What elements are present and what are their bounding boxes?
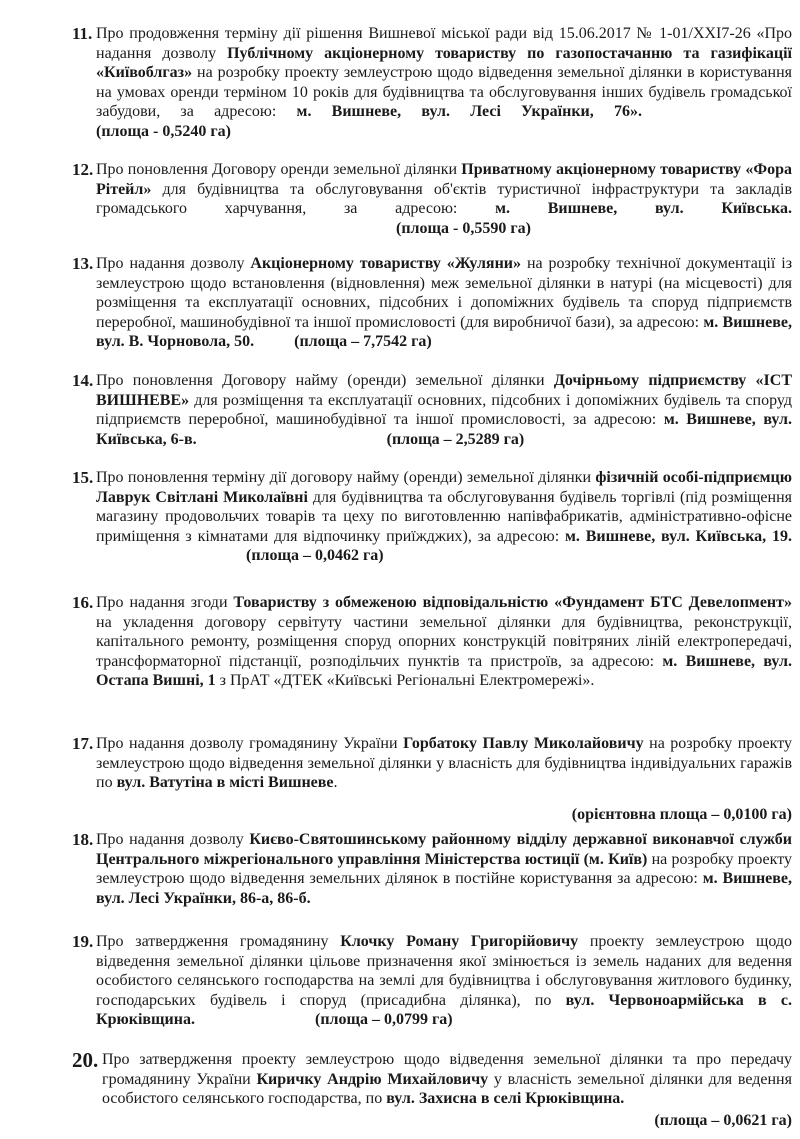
item-number: 15.: [72, 468, 94, 487]
organization-name: Приватному акціонерному товариству «Фора Рітейл»: [96, 161, 793, 198]
item-number: 20.: [72, 1048, 99, 1072]
text-run: проекту землеустрою щодо відведення земельної ділянки цільове призначення якої змінюється із земель наданих для ведення особистого селянського господарства на землі для будівництва і обслуговування житлового будинку, господарських будівель і споруд (присадибна ділянка), по: [96, 933, 792, 1009]
person-name: Киричку Андрію Михайловичу: [256, 1070, 489, 1088]
area-value: (площа - 0,5590 га): [396, 219, 531, 237]
item-text: [96, 830, 792, 908]
text-run: для розміщення та експлуатації основних, підсобних і допоміжних будівель та споруд підприємств переробної, машинобудівної та іншої промисловості, за адресою:: [96, 391, 792, 429]
organization-name: Публічному акціонерному товариству по газопостачанню та газифікації «Київоблгаз»: [96, 44, 792, 82]
item-text: [96, 932, 792, 1030]
address: вул. Червоноармійська в с. Крюківщина.: [96, 991, 792, 1029]
text-run: на укладення договору сервітуту частини земельної ділянки для будівництва, реконструкції, капітального ремонту, розміщення споруд опорних конструкцій повітряних ліній електропередачі, трансформаторної підстанції, розподільчих пунктів та пристроїв, за адресою:: [96, 613, 792, 670]
person-name: Горбатоку Павлу Миколайовичу: [403, 735, 644, 752]
area-value: (площа – 0,0462 га): [246, 547, 384, 565]
text-run: Про затвердження громадянину: [96, 933, 341, 950]
text-run: у власність земельної ділянки для ведення особистого селянського господарства, по: [102, 1070, 792, 1108]
text-run: Про поновлення Договору оренди земельної ділянки: [96, 161, 462, 178]
item-number: 18.: [72, 830, 94, 849]
item-number: 11.: [72, 24, 93, 43]
area-value: (площа - 0,5240 га): [96, 122, 231, 140]
item-text: [96, 24, 792, 142]
text-run: на розробку проекту землеустрою щодо відведення земельних ділянок в постійне користування за адресою:: [96, 850, 792, 888]
text-run: .: [333, 774, 338, 792]
item-number: 19.: [72, 932, 94, 951]
text-run: для будівництва та обслуговування об'єктів туристичної інфраструктури та закладів громадського харчування, за адресою:: [96, 180, 792, 218]
area-value: (площа – 7,7542 га): [294, 333, 432, 351]
text-run: на розробку проекту землеустрою щодо відведення земельної ділянки в користування на умовах оренди терміном 10 років для будівництва та обслуговування інших будівель громадської забудови, за адресою:: [96, 64, 792, 121]
text-run: Про поновлення Договору найму (оренди) земельної ділянки: [96, 372, 554, 389]
address: м. Вишневе, вул. Лесі Українки, 86-а, 86-б.: [96, 870, 793, 907]
list-item-13: [72, 254, 792, 352]
area-value: (площа – 0,0621 га): [654, 1111, 792, 1129]
list-item-14: [72, 371, 792, 449]
organization-name: Акціонерному товариству «Жуляни»: [250, 255, 522, 272]
area-value: (площа – 0,0799 га): [314, 1011, 453, 1029]
item-text: [96, 468, 792, 566]
item-number: 12.: [72, 160, 94, 179]
text-run: на розробку проекту землеустрою щодо відведення земельної ділянки у власність для будівництва індивідуальних гаражів по: [96, 735, 793, 792]
organization-name: Києво-Святошинському районному відділу державної виконавчої служби Центрального міжрегіонального управління Міністерства юстиції (м. Київ): [96, 831, 793, 868]
address: м. Вишневе, вул. Київська.: [495, 200, 793, 218]
address: м. Вишневе, вул. В. Чорновола, 50.: [96, 313, 792, 351]
list-item-18: [72, 830, 792, 908]
item-text: [96, 371, 792, 449]
item-number: 13.: [72, 254, 94, 273]
text-run: Про надання дозволу громадянину України: [96, 735, 404, 752]
item-number: 17.: [72, 734, 94, 753]
address: вул. Захисна в селі Крюківщина.: [386, 1090, 625, 1108]
list-item-16: [72, 593, 792, 691]
item-text: [96, 593, 792, 691]
list-item-15: [72, 468, 792, 566]
text-run: з ПрАТ «ДТЕК «Київські Регіональні Електромережі».: [215, 672, 595, 690]
list-item-19: [72, 932, 792, 1030]
list-item-12: [72, 160, 792, 238]
address: вул. Ватутіна в місті Вишневе: [116, 774, 334, 792]
text-run: Про продовження терміну дії рішення Вишневої міської ради від 15.06.2017 № 1-01/ХХІ7-26 «Про надання дозволу: [96, 25, 792, 62]
area-value: (орієнтовна площа – 0,0100 га): [571, 805, 792, 823]
text-run: для будівництва та обслуговування будівель торгівлі (під розміщення магазину продовольчих товарів та цеху по виготовленню напівфабрикатів, адміністративно-офісне приміщення з кімнатами для відпочинку приїжджих), за адресою:: [96, 488, 792, 545]
address: м. Вишневе, вул. Київська, 6-в.: [96, 411, 793, 448]
text-run: Про затвердження проекту землеустрою щодо відведення земельної ділянки та про передачу громадянину України: [102, 1051, 792, 1088]
list-item-11: [72, 24, 792, 142]
address: м. Вишневе, вул. Лесі Українки, 76».: [296, 103, 642, 121]
item-text: [96, 254, 792, 352]
organization-name: Дочірньому підприємству «ІСТ ВИШНЕВЕ»: [96, 372, 793, 409]
text-run: Про надання дозволу: [96, 255, 251, 272]
person-name: Клочку Роману Григорійовичу: [340, 933, 579, 950]
item-number: 14.: [72, 371, 94, 390]
organization-name: Товариству з обмеженою відповідальністю «Фундамент БТС Девелопмент»: [233, 594, 792, 611]
item-text: [102, 1050, 792, 1109]
item-text: [96, 734, 792, 793]
text-run: Про поновлення терміну дії договору найму (оренди) земельної ділянки: [96, 469, 596, 486]
item-text: [96, 160, 792, 238]
list-item-17: [72, 734, 792, 824]
text-run: на розробку технічної документації із землеустрою щодо встановлення (відновлення) меж земельної ділянки в натурі (на місцевості) для розміщення та експлуатації основних, підсобних і допоміжних будівель та споруд підприємств переробної, машинобудівної та іншої промисловості (для виробничої бази), за адресою:: [96, 255, 793, 331]
item-number: 16.: [72, 593, 94, 612]
address: м. Вишневе, вул. Київська, 19.: [565, 527, 793, 545]
person-name: фізичній особі-підприємцю Лаврук Світлані Миколаївні: [96, 469, 792, 506]
text-run: Про надання згоди: [96, 594, 234, 611]
text-run: Про надання дозволу: [96, 831, 250, 848]
list-item-20: [72, 1050, 792, 1130]
area-value: (площа – 2,5289 га): [386, 430, 525, 448]
address: м. Вишневе, вул. Остапа Вишні, 1: [96, 652, 793, 690]
